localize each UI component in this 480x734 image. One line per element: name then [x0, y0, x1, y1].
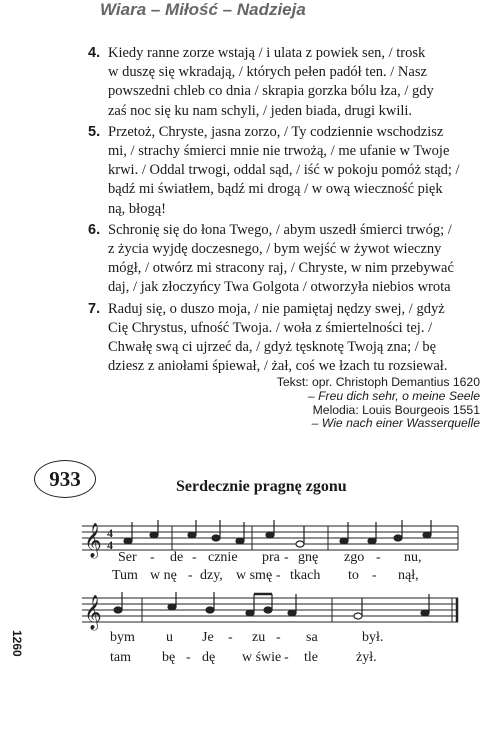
lyric: w smę — [236, 568, 273, 583]
verse-5 — [88, 123, 480, 219]
hymn-credits — [240, 376, 480, 431]
verse-line: powszedni chleb co dnia / skrapia gorzka bólu łza, / gdy — [108, 83, 434, 100]
lyric: cznie — [208, 550, 238, 565]
note — [236, 538, 244, 544]
verse-line: Chwałę swą ci ujrzeć da, / gdyż tęsknotę Twoją zna; / bę — [108, 339, 437, 356]
lyric: dę — [202, 650, 216, 665]
section-header-title: Wiara – Miłość – Nadzieja — [100, 0, 306, 19]
lyric: - — [276, 568, 281, 583]
time-signature-top: 4 — [107, 526, 113, 540]
verse-6 — [88, 221, 480, 298]
note — [368, 538, 376, 544]
music-staff-2 — [82, 592, 462, 632]
lyric: Ser — [118, 550, 137, 565]
lyric: - — [284, 650, 289, 665]
verse-line: Schronię się do łona Twego, / abym uszedł śmierci trwóg; / — [108, 221, 452, 238]
lyric: dzy, — [200, 568, 223, 583]
lyric: to — [348, 568, 359, 583]
note — [354, 613, 362, 619]
note — [246, 610, 254, 616]
note — [188, 532, 196, 538]
verse-line: Cię Chrystus, ufność Twoja. / woła z śmiertelności tej. / — [108, 319, 433, 336]
page-number: 1260 — [10, 630, 24, 657]
verse-line: ną, błogą! — [108, 200, 166, 217]
hymn-title: Serdecznie pragnę zgonu — [176, 478, 347, 495]
lyric: - — [186, 650, 191, 665]
lyric: był. — [362, 630, 384, 645]
lyric: gnę — [298, 550, 319, 565]
verse-number: 6. — [88, 221, 101, 238]
verse-line: w duszę się wkradają, / których pełen padół ten. / Nasz — [108, 64, 427, 81]
melody-source: – Wie nach einer Wasserquelle — [311, 416, 480, 431]
verse-line: bądź mi światłem, bądź mi drogą / w ową wieczność pięk — [108, 181, 443, 198]
lyric: - — [284, 550, 289, 565]
verse-number: 4. — [88, 45, 101, 61]
hymn-number: 933 — [49, 466, 81, 491]
lyric: Tum — [112, 568, 138, 583]
treble-clef-icon: 𝄞 — [84, 595, 102, 630]
lyric: - — [376, 550, 381, 565]
verse-line: Przetoż, Chryste, jasna zorzo, / Ty codziennie wschodzisz — [108, 123, 444, 140]
lyric: - — [228, 630, 233, 645]
lyric: nął, — [398, 568, 419, 583]
verse-4 — [88, 44, 480, 121]
lyric: w świe — [242, 650, 282, 665]
verse-line: Kiedy ranne zorze wstają / i ulata z powiek sen, / trosk — [108, 45, 426, 61]
lyric: - — [150, 550, 155, 565]
note — [296, 541, 304, 547]
note — [288, 610, 296, 616]
lyric: sa — [306, 630, 318, 645]
lyric: tkach — [290, 568, 321, 583]
lyric: Je — [202, 630, 214, 645]
lyric: zu — [252, 630, 266, 645]
verse-line: daj, / jak złoczyńcy Twa Golgota / otworzyła niebios wrota — [108, 279, 451, 296]
verse-line: Raduj się, o duszo moja, / nie pamiętaj nędzy swej, / gdyż — [108, 300, 445, 317]
melody-credit: Melodia: Louis Bourgeois 1551 — [312, 402, 480, 417]
verse-line: z życia wyjdę doczesnego, / bym wejść w żywot wieczny — [108, 241, 442, 258]
note — [264, 607, 272, 613]
verse-number: 7. — [88, 300, 101, 317]
note — [212, 535, 220, 541]
lyric: zgo — [344, 550, 365, 565]
lyric: tam — [110, 650, 131, 665]
lyric: żył. — [356, 650, 377, 665]
hymn-verses — [88, 44, 480, 378]
note — [394, 535, 402, 541]
lyric: - — [276, 630, 281, 645]
note — [168, 604, 176, 610]
hymn-number-badge — [34, 460, 96, 498]
lyric: - — [188, 568, 193, 583]
note — [340, 538, 348, 544]
lyric: u — [166, 630, 173, 645]
verse-number: 5. — [88, 123, 101, 140]
lyric: - — [192, 550, 197, 565]
lyric: nu, — [404, 550, 422, 565]
lyric: tle — [304, 650, 318, 665]
time-signature-bottom: 4 — [107, 538, 113, 552]
note — [206, 607, 214, 613]
note — [150, 532, 158, 538]
treble-clef-icon: 𝄞 — [84, 523, 102, 558]
text-credit: Tekst: opr. Christoph Demantius 1620 — [276, 375, 480, 389]
verse-line: mi, / strachy śmierci mnie nie trwożą, / me ufanie w Twoje — [108, 143, 450, 160]
lyric: bę — [162, 650, 176, 665]
note — [114, 607, 122, 613]
note — [266, 532, 274, 538]
lyric: bym — [110, 630, 135, 645]
verse-line: zaś noc się ku nam schyli, / jeden biada, drugi kwili. — [108, 102, 413, 119]
lyric: - — [372, 568, 377, 583]
note — [421, 610, 429, 616]
text-source: – Freu dich sehr, o meine Seele — [307, 388, 480, 403]
verse-line: dziesz z aniołami śpiewał, / żał, coś we łzach tu rozsiewał. — [108, 358, 448, 375]
verse-line: krwi. / Oddal trwogi, oddal sąd, / iść w pokoju pomóż stąd; / — [108, 162, 460, 179]
lyric: de — [170, 550, 184, 565]
note — [423, 532, 431, 538]
verse-line: mógł, / otwórz mi stracony raj, / Chryste, w nim przebywać — [108, 260, 454, 277]
lyric: w nę — [150, 568, 177, 583]
verse-7 — [88, 300, 480, 377]
lyric: pra — [262, 550, 280, 565]
note — [124, 538, 132, 544]
